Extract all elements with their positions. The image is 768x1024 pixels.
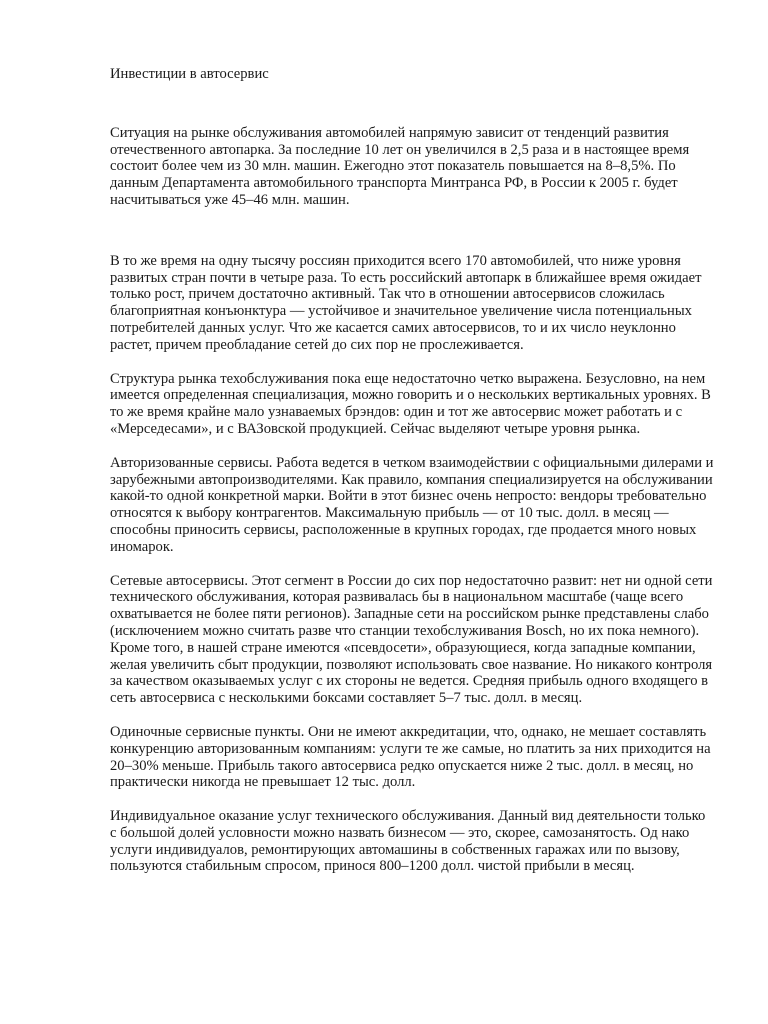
paragraph-authorized-services: Авторизованные сервисы. Работа ведется в четком взаимодействии с официальными дилерами и зарубежными автопроизводителями. Как правило, компания специализируется на обслуживании какой-то одной конкретной марки. Войти в этот бизнес очень непросто: вендоры требовательно относятся к выбору контрагентов. Максимальную прибыль — от 10 тыс. долл. в месяц — способны приносить сервисы, расположенные в крупных городах, где продается много новых иномарок. (110, 454, 714, 555)
paragraph-car-ownership: В то же время на одну тысячу россиян приходится всего 170 автомобилей, что ниже уровня развитых стран почти в четыре раза. То есть российский автопарк в ближайшее время ожидает только рост, причем достаточно активный. Так что в отношении автосервисов сложилась благоприятная конъюнктура — устойчивое и значительное увеличение числа потенциальных потребителей данных услуг. Что же касается самих автосервисов, то и их число неуклонно растет, причем преобладание сетей до сих пор не прослеживается. (110, 252, 702, 353)
paragraph-single-service-points: Одиночные сервисные пункты. Они не имеют аккредитации, что, однако, не мешает составлять конкуренцию авторизованным компаниям: услуги те же самые, но платить за них приходится на 20–30% меньше. Прибыль такого автосервиса редко опускается ниже 2 тыс. долл. в месяц, но практически никогда не превышает 12 тыс. долл. (110, 723, 711, 791)
document-page (110, 66, 714, 875)
paragraph-market-structure: Структура рынка техобслуживания пока еще недостаточно четко выражена. Безусловно, на нем имеется определенная специализация, можно говорить и о нескольких вертикальных уровнях. В то же время крайне мало узнаваемых брэндов: один и тот же автосервис может работать и с «Мерседесами», и с ВАЗовской продукцией. Сейчас выделяют четыре уровня рынка. (110, 370, 711, 437)
paragraph-network-services: Сетевые автосервисы. Этот сегмент в России до сих пор недостаточно развит: нет ни одной сети технического обслуживания, которая развивалась бы в национальном масштабе (чаще всего охватывается не более пяти регионов). Западные сети на российском рынке представлены слабо (исключением можно считать разве что станции техобслуживания Bosch, но их пока немного). Кроме того, в нашей стране имеются «псевдосети», образующиеся, когда западные компании, желая увеличить сбыт продукции, позволяют использовать свое название. Но никакого контроля за качеством оказываемых услуг с их стороны не ведется. Средняя прибыль одного входящего в сеть автосервиса с несколькими боксами составляет 5–7 тыс. долл. в месяц. (110, 572, 713, 707)
paragraph-market-situation: Ситуация на рынке обслуживания автомобилей напрямую зависит от тенденций развития отечественного автопарка. За последние 10 лет он увеличился в 2,5 раза и в настоящее время состоит более чем из 30 млн. машин. Ежегодно этот показатель повышается на 8–8,5%. По данным Департамента автомобильного транспорта Минтранса РФ, в России к 2005 г. будет насчитываться уже 45–46 млн. машин. (110, 124, 690, 208)
paragraph-individual-services: Индивидуальное оказание услуг технического обслуживания. Данный вид деятельности только с большой долей условности можно назвать бизнесом — это, скорее, самозанятость. Од нако услуги индивидуалов, ремонтирующих автомашины в собственных гаражах или по вызову, пользуются стабильным спросом, принося 800–1200 долл. чистой прибыли в месяц. (110, 808, 706, 875)
document-title: Инвестиции в автосервис (110, 66, 269, 82)
